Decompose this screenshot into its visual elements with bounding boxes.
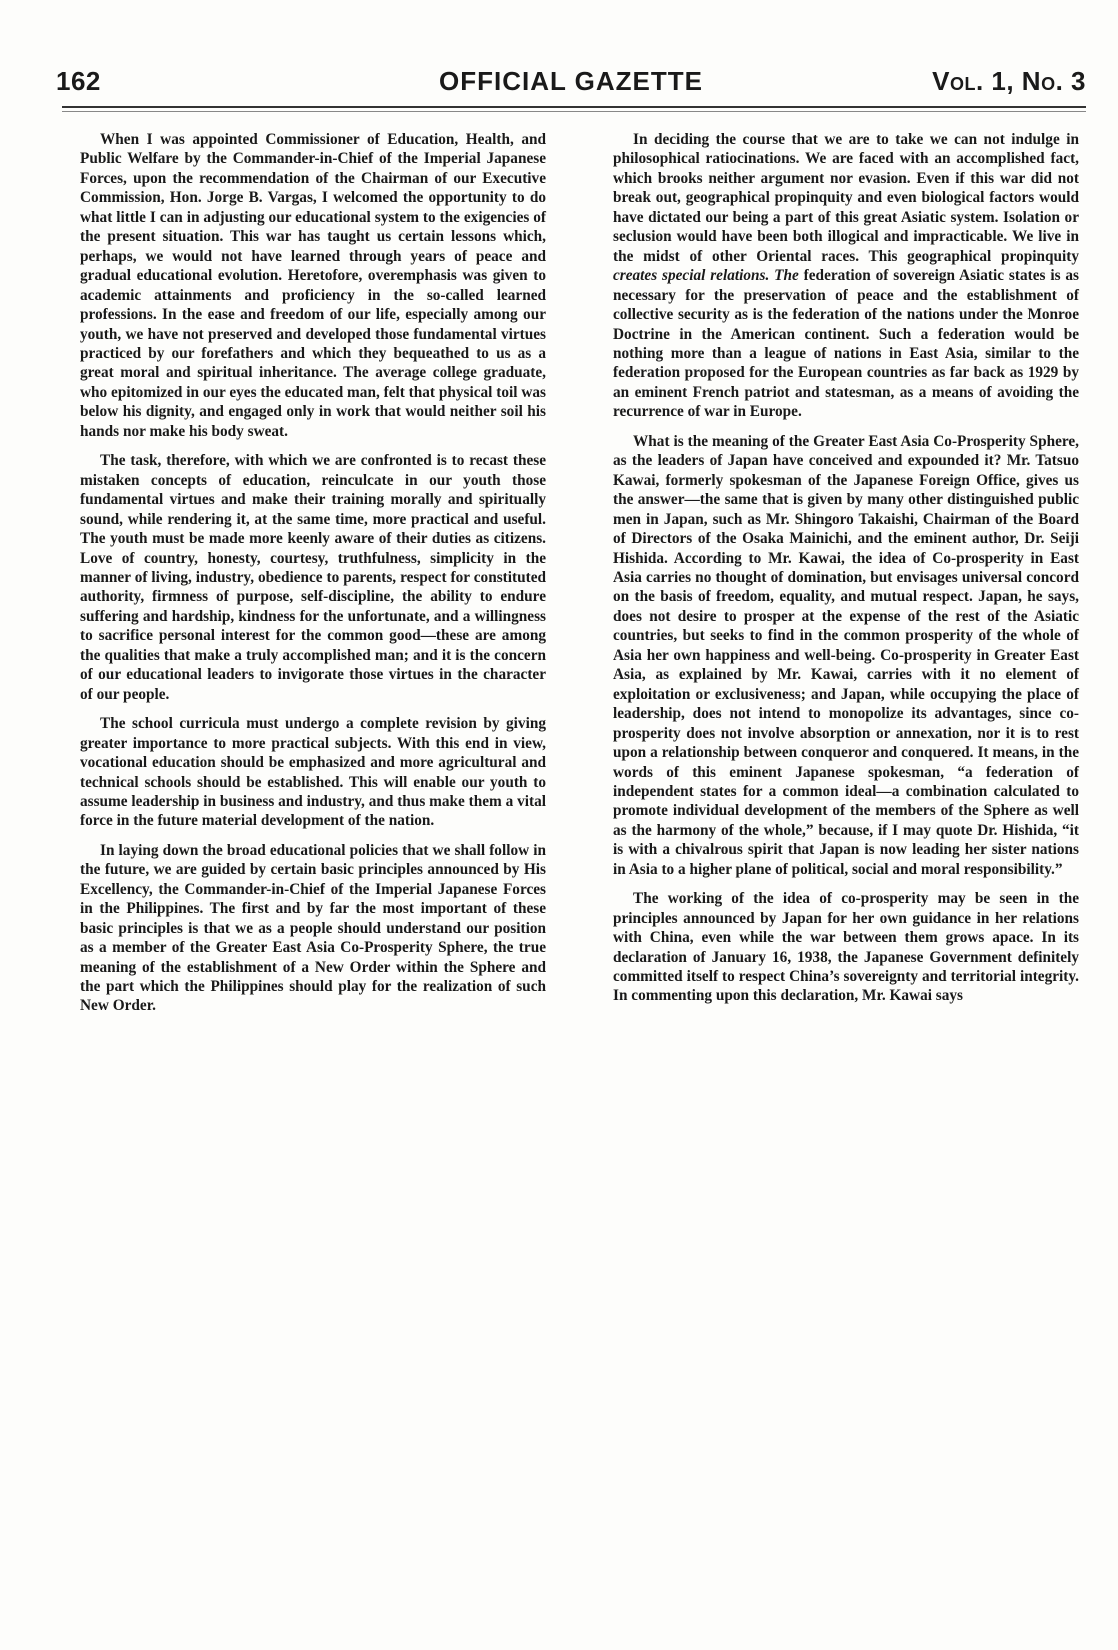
paragraph [613, 130, 1079, 422]
right-column [613, 130, 1079, 1006]
header-rule-thin [62, 111, 1086, 112]
paragraph: The task, therefore, with which we are confronted is to recast these mistaken concepts of education, reinculcate in our youth those fundamental virtues and make their training morally and spiritually sound, while rendering it, at the same time, more practical and useful. The youth must be made more keenly aware of their duties as citizens. Love of country, honesty, courtesy, truthfulness, simplicity in the manner of living, industry, obedience to parents, respect for constituted authority, firmness of purpose, self-discipline, the ability to endure suffering and hardship, kindness for the unfortunate, and a willingness to sacrifice personal interest for the common good—these are among the qualities that make a truly accomplished man; and it is the concern of our educational leaders to invigorate those virtues in the character of our people. [80, 452, 546, 703]
paragraph-text: What is the meaning of the Greater East Asia Co-Prosperity Sphere, as the leaders of Japan have conceived and expounded it? Mr. Tatsuo Kawai, formerly spokesman of the Japanese Foreign Office, gives us the answer—the same that is given by many other distinguished public men in Japan, such as Mr. Shingoro Takaishi, Chairman of the Board of Directors of the Osaka Mainichi, and the eminent author, Dr. Seiji Hishida. According to Mr. Kawai, the idea of Co-prosperity in East Asia carries no thought of domination, but envisages universal concord on the basis of freedom, equality, and mutual respect. Japan, he says, does not desire to prosper at the expense of the rest of the Asiatic countries, but seeks to find in the common prosperity of the whole of Asia her own happiness and well-being. Co-prosperity in Greater East Asia, as explained by Mr. Kawai, carries with it no element of exploitation or exclusiveness; and Japan, while occupying the place of leadership, does not intend to monopolize its advantages, since co-prosperity does not involve absorption or annexation, nor it is to rest upon a relationship between conqueror and conquered. It means, in the words of this eminent Japanese spokesman, “a federation of independent states for a common ideal—a combination calculated to promote individual development of the members of the Sphere as well as the harmony of the whole,” because, if I may quote Dr. Hishida, “it is with a chivalrous spirit that Japan is now leading her sister nations in Asia to a higher plane of political, social and moral responsibility.” [613, 432, 1079, 878]
paragraph [613, 889, 1079, 1006]
paragraph: The school curricula must undergo a complete revision by giving greater importance to more practical subjects. With this end in view, vocational education should be emphasized and more agricultural and technical schools should be established. This will enable our youth to assume leadership in business and industry, and thus make them a vital force in the future material development of the nation. [80, 715, 546, 830]
left-column [80, 130, 546, 1016]
publication-title: OFFICIAL GAZETTE [439, 66, 703, 96]
header-rule [62, 106, 1086, 108]
paragraph: When I was appointed Commissioner of Education, Health, and Public Welfare by the Commander-in-Chief of the Imperial Japanese Forces, upon the recommendation of the Chairman of our Executive Commission, Hon. Jorge B. Vargas, I welcomed the opportunity to do what little I can in adjusting our educational system to the exigencies of the present situation. This war has taught us certain lessons which, perhaps, we would not have learned through years of peace and gradual educational evolution. Heretofore, overemphasis was given to academic attainments and proficiency in the so-called learned professions. In the ease and freedom of our life, especially among our youth, we have not preserved and developed those fundamental virtues practiced by our forefathers and which they bequeathed to us as a great moral and spiritual inheritance. The average college graduate, who epitomized in our eyes the educated man, felt that physical toil was below his dignity, and engaged only in work that would neither soil his hands nor make his body sweat. [80, 131, 546, 440]
page-number: 162 [56, 66, 101, 96]
paragraph: In laying down the broad educational policies that we shall follow in the future, we are guided by certain basic principles announced by His Excellency, the Commander-in-Chief of the Imperial Japanese Forces in the Philippines. The first and by far the most important of these basic principles is that we as a people should understand our position as a member of the Greater East Asia Co-Prosperity Sphere, the true meaning of the establishment of a New Order within the Sphere and the part which the Philippines should play for the realization of such New Order. [80, 841, 546, 1015]
paragraph-text: In deciding the course that we are to take we can not indulge in philosophical ratiocinations. We are faced with an accomplished fact, which brooks neither argument nor evasion. Even if this war did not break out, geographical propinquity and even biological factors would have dictated our being a part of this great Asiatic system. Isolation or seclusion would have been both illogical and impracticable. We live in the midst of other Oriental races. This geographical propinquity [613, 131, 1079, 265]
paragraph-text: federation of sovereign Asiatic states is as necessary for the preservation of peace and the establishment of collective security as is the federation of the nations under the Monroe Doctrine in the American continent. Such a federation would be nothing more than a league of nations in East Asia, similar to the federation proposed for the European countries as far back as 1929 by an eminent French patriot and statesman, as a means of avoiding the recurrence of war in Europe. [613, 267, 1079, 421]
page-header [56, 66, 1086, 106]
paragraph-text: The working of the idea of co-prosperity may be seen in the principles announced by Japan for her own guidance in her relations with China, even while the war between them grows apace. In its declaration of January 16, 1938, the Japanese Government definitely committed itself to respect China’s sovereignty and territorial integrity. In commenting upon this declaration, Mr. Kawai says [613, 890, 1079, 1005]
paragraph [613, 432, 1079, 879]
volume-number: Vol. 1, No. 3 [932, 66, 1086, 96]
italic-phrase: creates special relations. The [613, 267, 799, 285]
